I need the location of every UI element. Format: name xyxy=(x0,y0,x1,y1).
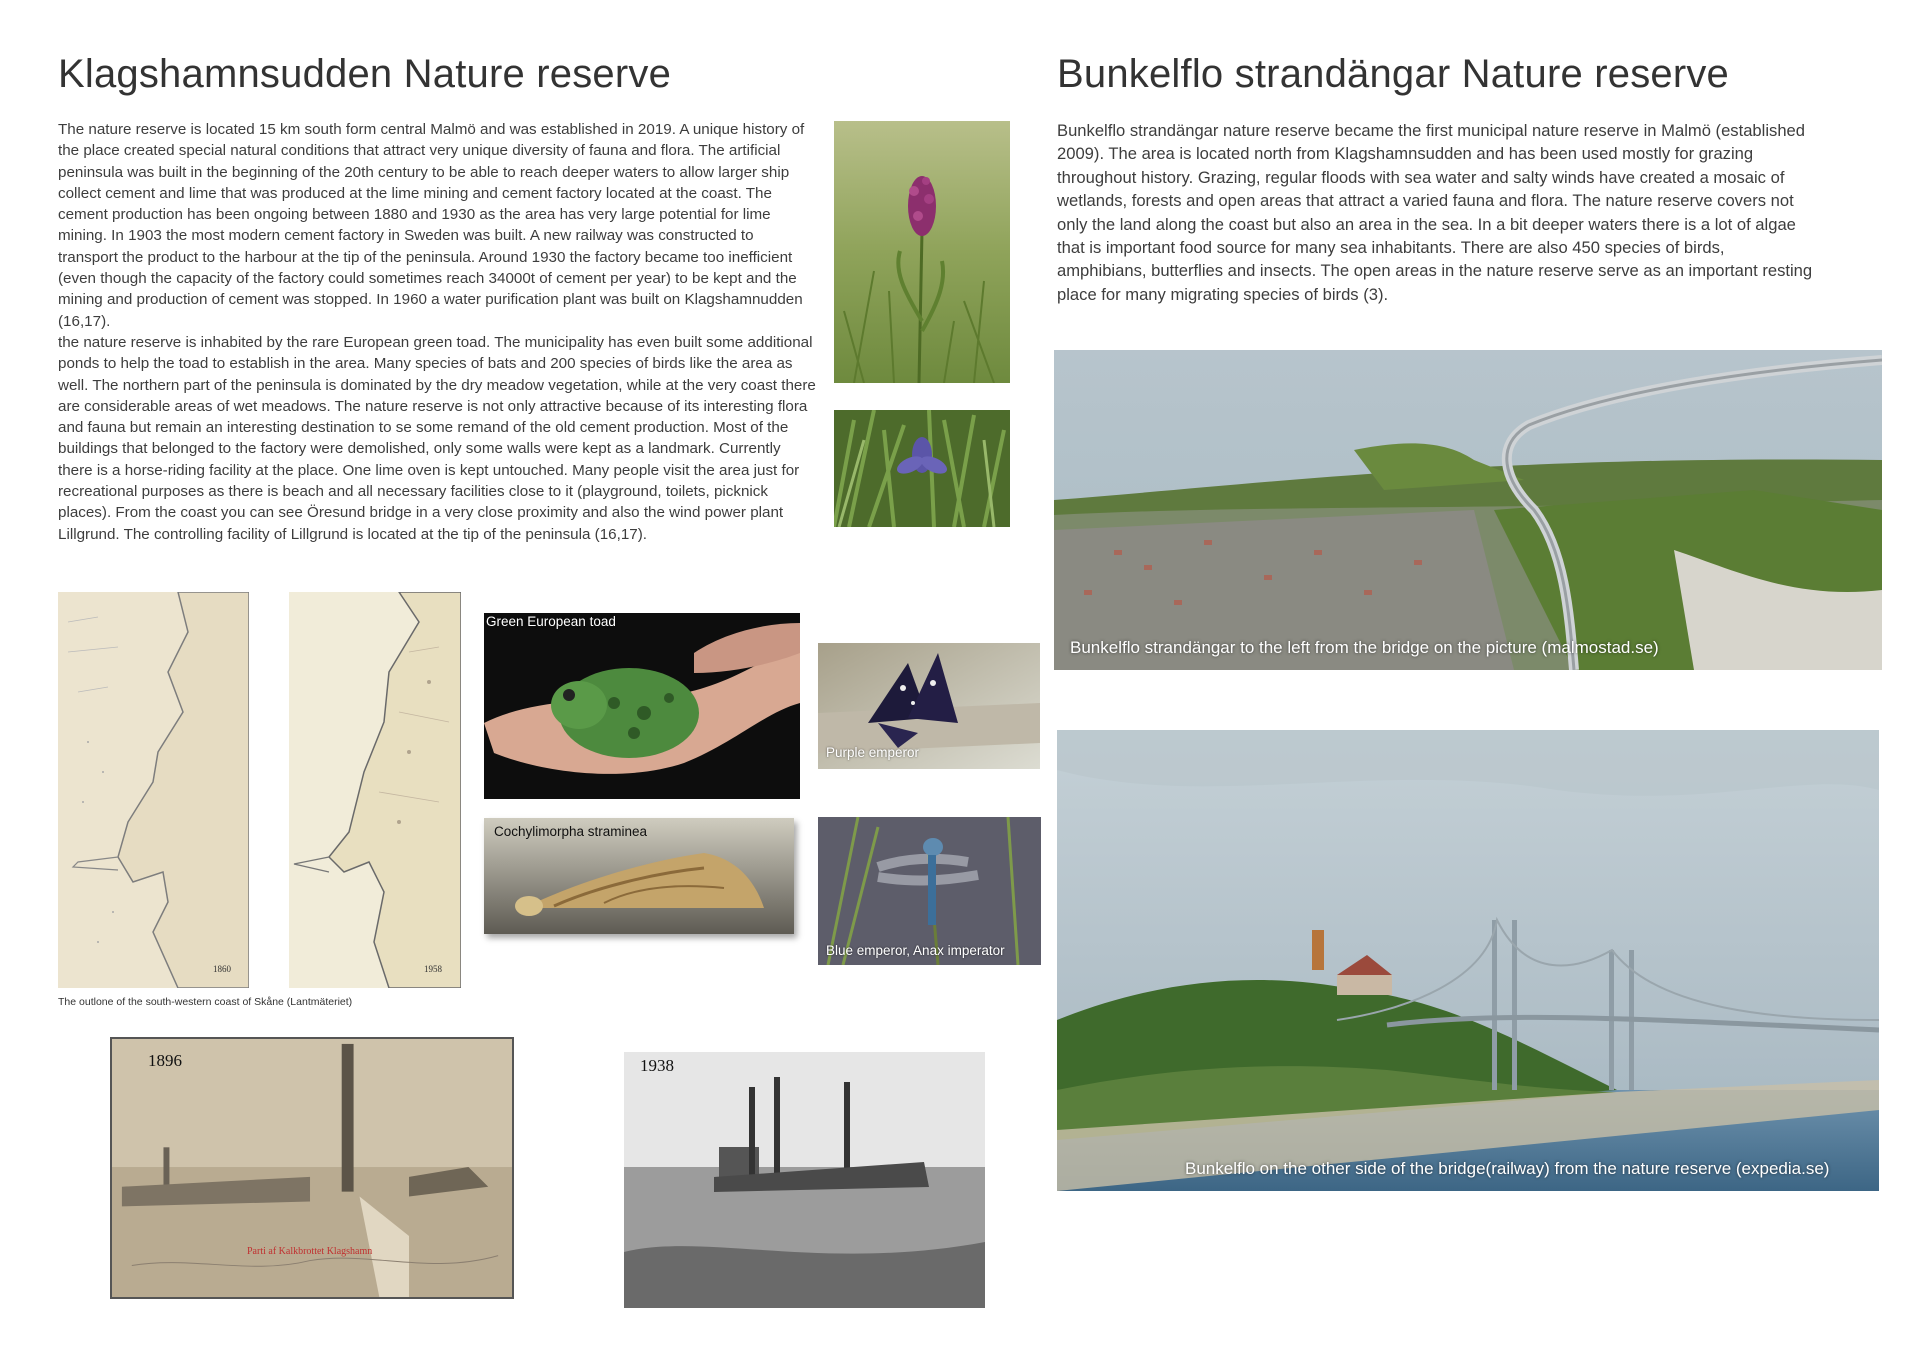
right-paragraph: Bunkelflo strandängar nature reserve became the first municipal nature reserve in Malmö (established 2009). The area is located north from Klagshamnsudden and has been used mostly for grazing throughout history. Grazing, regular floods with sea water and salty winds have created a mosaic of wetlands, forests and open areas that attract a varied fauna and flora. The nature reserve covers not only the land along the coast but also an area in the sea. In a bit deeper waters there is a lot of algae that is important food source for many sea inhabitants. There are also 450 species of birds, amphibians, butterflies and insects. The open areas in the nature reserve serve as an important resting place for many migrating species of birds (3). xyxy=(1057,121,1813,304)
left-body-text xyxy=(58,119,816,545)
butterfly-photo xyxy=(818,643,1040,769)
left-title: Klagshamnsudden Nature reserve xyxy=(58,52,672,96)
toad-caption: Green European toad xyxy=(486,614,616,629)
photo-1938-year: 1938 xyxy=(640,1056,674,1075)
dragonfly-photo xyxy=(818,817,1041,965)
toad-photo xyxy=(484,613,800,799)
bridge-photo xyxy=(1057,730,1879,1191)
aerial-caption: Bunkelflo strandängar to the left from the bridge on the picture (malmostad.se) xyxy=(1070,638,1659,657)
map-caption: The outlone of the south-western coast of Skåne (Lantmäteriet) xyxy=(58,996,353,1008)
left-paragraph-2: the nature reserve is inhabited by the rare European green toad. The municipality has even built some additional ponds to help the toad to establish in the area. Many species of bats and 200 species of birds like the area as well. The northern part of the peninsula is dominated by the dry meadow vegetation, while at the very coast there are considerable areas of wet meadows. The nature reserve is not only attractive because of its interesting flora and fauna but remain an interesting destination to se some remand of the old cement production. Most of the buildings that belonged to the factory were demolished, only some walls were kept as a landmark. Currently there is a horse-riding facility at the place. One lime oven is kept untouched. Many people visit the area just for recreational purposes as there is beach and all necessary facilities close to it (playground, toilets, picknick places). From the coast you can see Öresund bridge in a very close proximity and also the wind power plant Lillgrund. The controlling facility of Lillgrund is located at the tip of the peninsula (16,17). xyxy=(58,333,816,543)
moth-photo xyxy=(484,818,794,934)
photo-1896-year: 1896 xyxy=(148,1051,182,1070)
right-title: Bunkelflo strandängar Nature reserve xyxy=(1057,52,1730,96)
map-1860-year: 1860 xyxy=(213,964,231,974)
photo-1896 xyxy=(110,1037,514,1299)
butterfly-caption: Purple emperor xyxy=(826,745,920,760)
photo-1938 xyxy=(624,1052,985,1308)
map-1958 xyxy=(289,592,461,988)
moth-caption: Cochylimorpha straminea xyxy=(494,824,648,839)
map-1860 xyxy=(58,592,249,988)
aerial-photo xyxy=(1054,350,1882,670)
photo-1896-text: Parti af Kalkbrottet Klagshamn xyxy=(247,1246,373,1257)
map-1958-year: 1958 xyxy=(424,964,442,974)
dragonfly-caption: Blue emperor, Anax imperator xyxy=(826,943,1005,958)
iris-photo xyxy=(834,410,1010,527)
left-paragraph-1: The nature reserve is located 15 km south form central Malmö and was established in 2019. A unique history of the place created special natural conditions that attract very unique diversity of fauna and flora. The artificial peninsula was built in the beginning of the 20th century to be able to reach deeper waters to allow larger ship collect cement and lime that was produced at the lime mining and cement factory located at the coast. The cement production has been ongoing between 1880 and 1930 as the area has very large potential for lime mining. In 1903 the most modern cement factory in Sweden was built. A new railway was constructed to transport the product to the harbour at the tip of the peninsula. Around 1930 the factory became too inefficient (even though the capacity of the factory could sometimes reach 34000t of cement per year) to be kept and the mining and production of cement was stopped. In 1960 a water purification plant was built on Klagshamnudden (16,17). xyxy=(58,121,805,330)
orchid-photo xyxy=(834,121,1010,383)
bridge-caption: Bunkelflo on the other side of the bridge(railway) from the nature reserve (expedia.se) xyxy=(1185,1159,1830,1178)
